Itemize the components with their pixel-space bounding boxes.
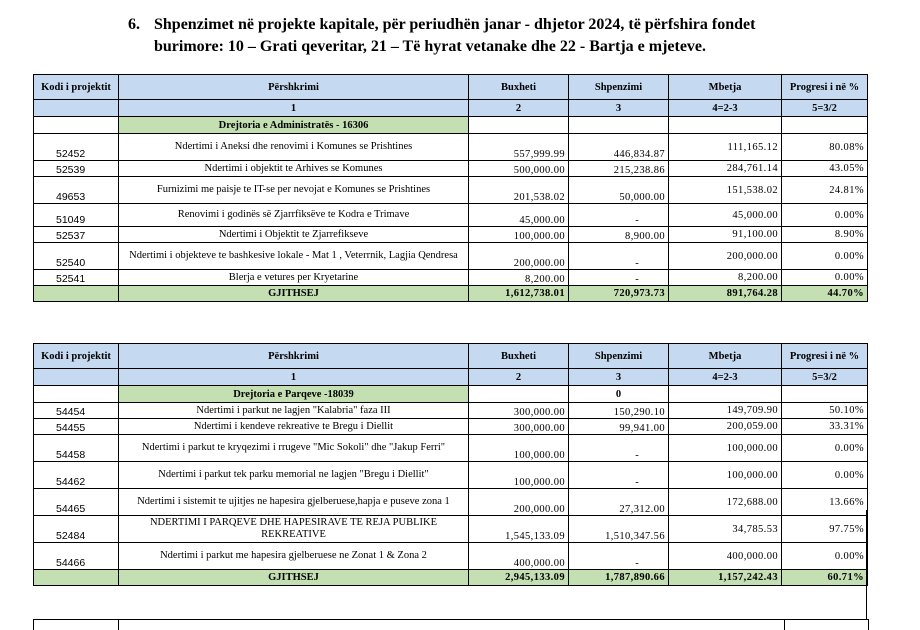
project-code: 54465 xyxy=(34,489,119,516)
budget-value: 200,000.00 xyxy=(469,489,569,516)
section-progress-cell xyxy=(782,117,868,134)
capital-expenses-table-administration xyxy=(33,74,868,302)
col-number-description: 1 xyxy=(119,369,469,386)
table-row xyxy=(34,177,868,204)
total-budget: 1,612,738.01 xyxy=(469,286,569,302)
remaining-value: 34,785.53 xyxy=(669,516,782,543)
budget-value: 557,999.99 xyxy=(469,134,569,161)
spent-value: 150,290.10 xyxy=(569,403,669,419)
project-code: 54458 xyxy=(34,435,119,462)
project-code: 52541 xyxy=(34,270,119,286)
heading-number: 6. xyxy=(128,16,140,33)
col-header-spent: Shpenzimi xyxy=(569,344,669,369)
total-label: GJITHSEJ xyxy=(119,570,469,586)
spent-value: 99,941.00 xyxy=(569,419,669,435)
heading-line-2: burimore: 10 – Grati qeveritar, 21 – Të hyrat vetanake dhe 22 - Bartja e mjeteve. xyxy=(154,38,707,55)
remaining-value: 400,000.00 xyxy=(669,543,782,570)
table-row xyxy=(34,243,868,270)
remaining-value: 111,165.12 xyxy=(669,134,782,161)
section-spent-cell: 0 xyxy=(569,386,669,403)
remaining-value: 149,709.90 xyxy=(669,403,782,419)
budget-value: 500,000.00 xyxy=(469,161,569,177)
project-description: Ndertimi i kendeve rekreative te Bregu i Diellit xyxy=(119,419,469,435)
progress-value: 50.10% xyxy=(782,403,868,419)
project-code: 52539 xyxy=(34,161,119,177)
col-number-progress: 5=3/2 xyxy=(782,100,868,117)
table-row xyxy=(34,227,868,243)
col-number-spent: 3 xyxy=(569,369,669,386)
project-code: 54466 xyxy=(34,543,119,570)
col-number-remaining: 4=2-3 xyxy=(669,369,782,386)
project-description: Ndertimi i parkut me hapesira gjelberuese ne Zonat 1 & Zona 2 xyxy=(119,543,469,570)
table-row xyxy=(34,435,868,462)
spent-value: 27,312.00 xyxy=(569,489,669,516)
budget-value: 45,000.00 xyxy=(469,204,569,227)
project-description: Ndertimi i Aneksi dhe renovimi i Komunes se Prishtines xyxy=(119,134,469,161)
document-heading xyxy=(128,14,888,58)
remaining-value: 100,000.00 xyxy=(669,462,782,489)
progress-value: 24.81% xyxy=(782,177,868,204)
remaining-value: 172,688.00 xyxy=(669,489,782,516)
col-number-progress: 5=3/2 xyxy=(782,369,868,386)
total-row xyxy=(34,286,868,302)
col-header-budget: Buxheti xyxy=(469,344,569,369)
col-number-remaining: 4=2-3 xyxy=(669,100,782,117)
table-row xyxy=(34,543,868,570)
project-code: 54462 xyxy=(34,462,119,489)
spent-value: - xyxy=(569,462,669,489)
stub-code-column xyxy=(34,620,119,630)
progress-value: 0.00% xyxy=(782,204,868,227)
table-row xyxy=(34,516,868,543)
progress-value: 0.00% xyxy=(782,462,868,489)
total-progress: 44.70% xyxy=(782,286,868,302)
total-remaining: 891,764.28 xyxy=(669,286,782,302)
col-header-remaining: Mbetja xyxy=(669,75,782,100)
table-row xyxy=(34,403,868,419)
progress-value: 0.00% xyxy=(782,270,868,286)
section-budget-cell xyxy=(469,117,569,134)
budget-value: 400,000.00 xyxy=(469,543,569,570)
spent-value: 50,000.00 xyxy=(569,177,669,204)
progress-value: 43.05% xyxy=(782,161,868,177)
progress-value: 0.00% xyxy=(782,543,868,570)
project-description: Ndertimi i objektit te Arhives se Komunes xyxy=(119,161,469,177)
spent-value: - xyxy=(569,543,669,570)
project-code: 54455 xyxy=(34,419,119,435)
col-header-spent: Shpenzimi xyxy=(569,75,669,100)
next-table-header-stub xyxy=(33,619,869,630)
project-code: 49653 xyxy=(34,177,119,204)
section-title: Drejtoria e Administratës - 16306 xyxy=(119,117,469,134)
project-code: 54454 xyxy=(34,403,119,419)
remaining-value: 151,538.02 xyxy=(669,177,782,204)
progress-value: 97.75% xyxy=(782,516,868,543)
total-spent: 1,787,890.66 xyxy=(569,570,669,586)
progress-value: 80.08% xyxy=(782,134,868,161)
remaining-value: 100,000.00 xyxy=(669,435,782,462)
col-number-code xyxy=(34,100,119,117)
project-code: 51049 xyxy=(34,204,119,227)
budget-value: 8,200.00 xyxy=(469,270,569,286)
remaining-value: 8,200.00 xyxy=(669,270,782,286)
budget-value: 300,000.00 xyxy=(469,419,569,435)
section-progress-cell xyxy=(782,386,868,403)
capital-expenses-table-parks xyxy=(33,343,868,586)
spent-value: 8,900.00 xyxy=(569,227,669,243)
col-header-progress: Progresi i në % xyxy=(782,75,868,100)
spent-value: 1,510,347.56 xyxy=(569,516,669,543)
project-code: 52540 xyxy=(34,243,119,270)
spent-value: - xyxy=(569,204,669,227)
total-code-cell xyxy=(34,570,119,586)
project-description: Ndertimi i objekteve te bashkesive lokale - Mat 1 , Veterrnik, Lagjia Qendresa xyxy=(119,243,469,270)
col-header-progress: Progresi i në % xyxy=(782,344,868,369)
section-code-cell xyxy=(34,117,119,134)
project-description: Ndertimi i Objektit te Zjarrefikseve xyxy=(119,227,469,243)
budget-value: 100,000.00 xyxy=(469,435,569,462)
remaining-value: 91,100.00 xyxy=(669,227,782,243)
total-label: GJITHSEJ xyxy=(119,286,469,302)
section-budget-cell xyxy=(469,386,569,403)
table-edge-line xyxy=(866,510,867,620)
budget-value: 100,000.00 xyxy=(469,462,569,489)
project-description: Ndertimi i parkut ne lagjen "Kalabria" faza III xyxy=(119,403,469,419)
budget-value: 300,000.00 xyxy=(469,403,569,419)
spent-value: - xyxy=(569,270,669,286)
project-description: Blerja e vetures per Kryetarine xyxy=(119,270,469,286)
table-row xyxy=(34,134,868,161)
col-header-description: Përshkrimi xyxy=(119,344,469,369)
budget-value: 1,545,133.09 xyxy=(469,516,569,543)
budget-value: 200,000.00 xyxy=(469,243,569,270)
progress-value: 8.90% xyxy=(782,227,868,243)
remaining-value: 200,059.00 xyxy=(669,419,782,435)
table-row xyxy=(34,489,868,516)
col-number-budget: 2 xyxy=(469,100,569,117)
spent-value: - xyxy=(569,243,669,270)
col-header-remaining: Mbetja xyxy=(669,344,782,369)
remaining-value: 200,000.00 xyxy=(669,243,782,270)
col-header-budget: Buxheti xyxy=(469,75,569,100)
table-row xyxy=(34,270,868,286)
total-remaining: 1,157,242.43 xyxy=(669,570,782,586)
budget-value: 201,538.02 xyxy=(469,177,569,204)
col-header-code: Kodi i projektit xyxy=(34,344,119,369)
project-description: Renovimi i godinës së Zjarrfiksëve te Kodra e Trimave xyxy=(119,204,469,227)
project-description: NDERTIMI I PARQEVE DHE HAPESIRAVE TE REJA PUBLIKE REKREATIVE xyxy=(119,516,469,543)
progress-value: 33.31% xyxy=(782,419,868,435)
project-description: Furnizimi me paisje te IT-se per nevojat e Komunes se Prishtines xyxy=(119,177,469,204)
stub-progress-column xyxy=(784,620,785,630)
project-code: 52452 xyxy=(34,134,119,161)
project-code: 52537 xyxy=(34,227,119,243)
project-description: Ndertimi i sistemit te ujitjes ne hapesira gjelberuese,hapja e puseve zona 1 xyxy=(119,489,469,516)
total-progress: 60.71% xyxy=(782,570,868,586)
col-header-code: Kodi i projektit xyxy=(34,75,119,100)
progress-value: 13.66% xyxy=(782,489,868,516)
section-code-cell xyxy=(34,386,119,403)
total-row xyxy=(34,570,868,586)
total-code-cell xyxy=(34,286,119,302)
section-spent-cell xyxy=(569,117,669,134)
heading-line-1: Shpenzimet në projekte kapitale, për periudhën janar - dhjetor 2024, të përfshira fondet xyxy=(154,16,756,33)
total-budget: 2,945,133.09 xyxy=(469,570,569,586)
total-spent: 720,973.73 xyxy=(569,286,669,302)
col-number-budget: 2 xyxy=(469,369,569,386)
spent-value: 215,238.86 xyxy=(569,161,669,177)
col-number-description: 1 xyxy=(119,100,469,117)
col-number-spent: 3 xyxy=(569,100,669,117)
section-remaining-cell xyxy=(669,386,782,403)
table-row xyxy=(34,419,868,435)
remaining-value: 284,761.14 xyxy=(669,161,782,177)
spent-value: 446,834.87 xyxy=(569,134,669,161)
project-description: Ndertimi i parkut te kryqezimi i rrugeve "Mic Sokoli" dhe "Jakup Ferri" xyxy=(119,435,469,462)
table-row xyxy=(34,462,868,489)
progress-value: 0.00% xyxy=(782,243,868,270)
project-code: 52484 xyxy=(34,516,119,543)
project-description: Ndertimi i parkut tek parku memorial ne lagjen "Bregu i Diellit" xyxy=(119,462,469,489)
remaining-value: 45,000.00 xyxy=(669,204,782,227)
table-row xyxy=(34,204,868,227)
budget-value: 100,000.00 xyxy=(469,227,569,243)
section-remaining-cell xyxy=(669,117,782,134)
section-title: Drejtoria e Parqeve -18039 xyxy=(119,386,469,403)
col-number-code xyxy=(34,369,119,386)
progress-value: 0.00% xyxy=(782,435,868,462)
table-row xyxy=(34,161,868,177)
col-header-description: Përshkrimi xyxy=(119,75,469,100)
spent-value: - xyxy=(569,435,669,462)
